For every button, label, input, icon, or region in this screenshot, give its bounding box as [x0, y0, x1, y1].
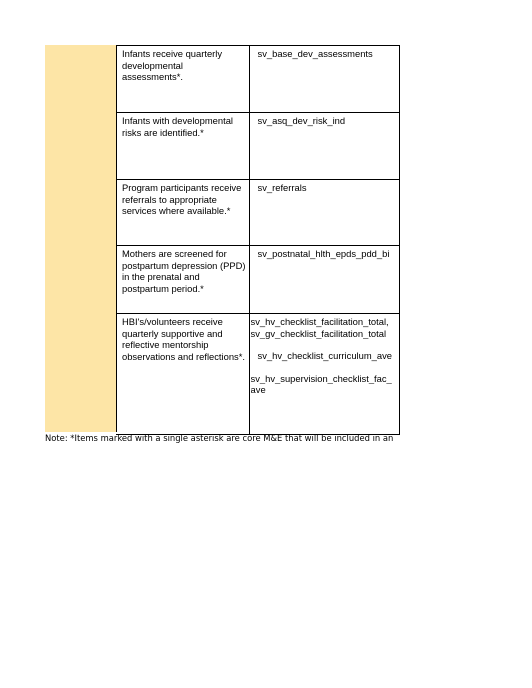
indicator-cell: Program participants receive referrals to appropriate services where available.* [116, 180, 250, 245]
indicator-cell: Infants with developmental risks are identified.* [116, 113, 250, 179]
variable-cell [250, 113, 399, 179]
variable-cell [250, 246, 399, 313]
table-row [116, 245, 400, 313]
table-row [116, 112, 400, 179]
variable-name: sv_referrals [257, 182, 307, 193]
variable-cell [250, 314, 399, 434]
footnote: Note: *Items marked with a single asterisk are core M&E that will be included in an [45, 433, 394, 443]
variable-name: sv_asq_dev_risk_ind [257, 115, 346, 126]
variable-name: sv_base_dev_assessments [257, 48, 373, 59]
table-row [116, 45, 400, 112]
table-row [116, 313, 400, 435]
table-row [116, 179, 400, 245]
variable-name: sv_hv_supervision_checklist_fac_ [250, 372, 392, 384]
variable-cell [250, 180, 399, 245]
variable-cell [250, 46, 399, 112]
shaded-category-column [45, 45, 117, 432]
indicator-cell: Infants receive quarterly developmental assessments*. [116, 46, 250, 112]
variable-name: sv_postnatal_hlth_epds_pdd_bi [257, 248, 390, 259]
indicator-table [116, 45, 400, 435]
variable-name: sv_gv_checklist_facilitation_total [250, 327, 387, 339]
variable-name: ave [250, 384, 266, 395]
variable-name: sv_hv_checklist_curriculum_ave [257, 350, 392, 361]
variable-name: sv_hv_checklist_facilitation_total, [250, 316, 389, 327]
indicator-cell: Mothers are screened for postpartum depression (PPD) in the prenatal and postpartum period.* [116, 246, 250, 313]
indicator-cell: HBI's/volunteers receive quarterly supportive and reflective mentorship observations and reflections*. [116, 314, 250, 434]
